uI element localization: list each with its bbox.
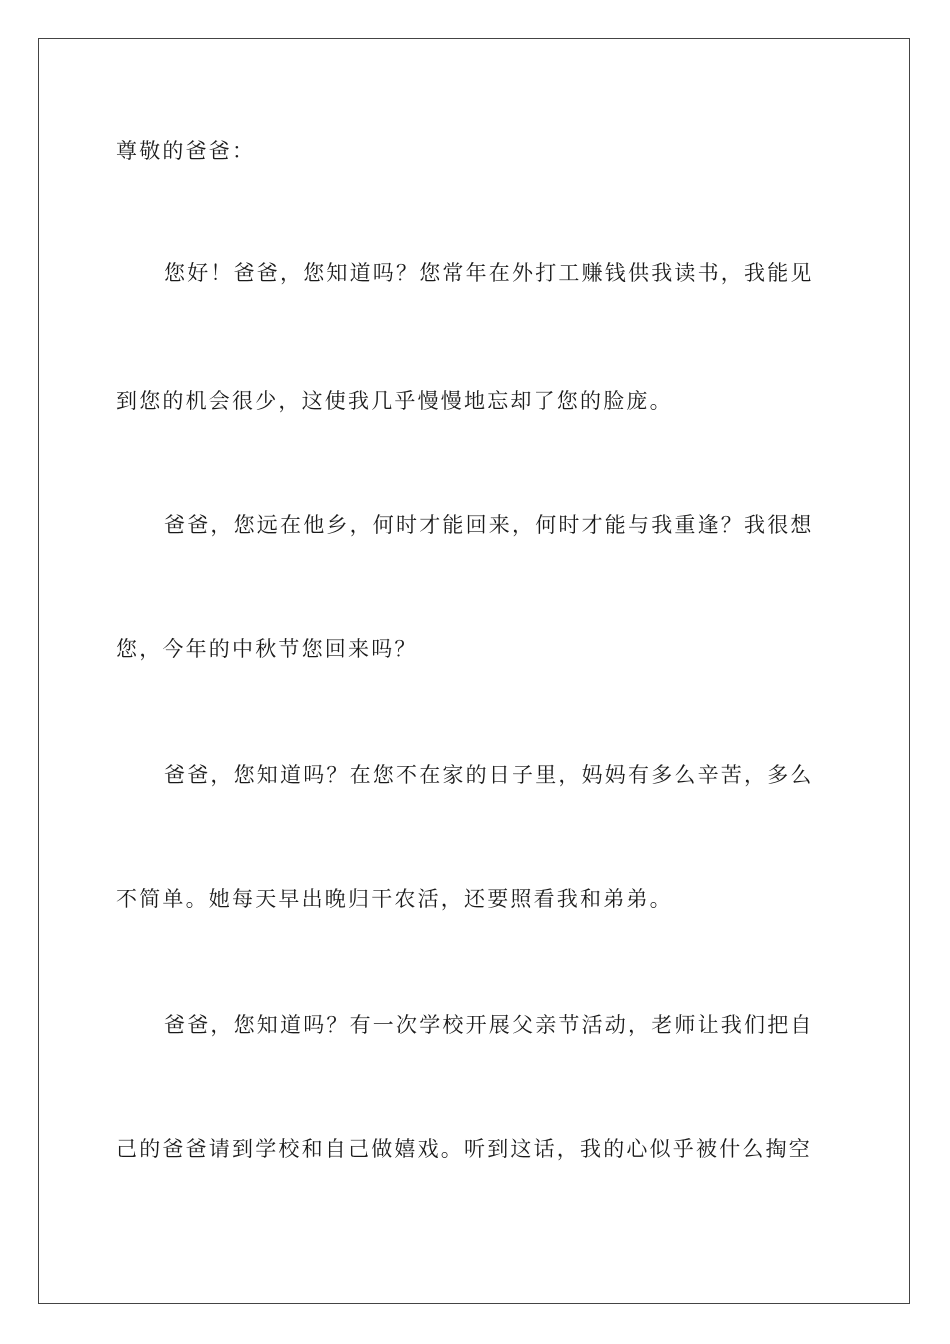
paragraph-4-line-2: 己的爸爸请到学校和自己做嬉戏。听到这话，我的心似乎被什么掏空 (116, 1137, 812, 1161)
paragraph-3-line-1: 爸爸，您知道吗？在您不在家的日子里，妈妈有多么辛苦，多么 (164, 763, 814, 787)
paragraph-4-line-1: 爸爸，您知道吗？有一次学校开展父亲节活动，老师让我们把自 (164, 1013, 814, 1037)
page-border (38, 38, 910, 1304)
paragraph-1-line-2: 到您的机会很少，这使我几乎慢慢地忘却了您的脸庞。 (116, 389, 673, 413)
paragraph-3-line-2: 不简单。她每天早出晚归干农活，还要照看我和弟弟。 (116, 887, 673, 911)
paragraph-2-line-2: 您，今年的中秋节您回来吗？ (116, 637, 418, 661)
letter-greeting: 尊敬的爸爸： (116, 139, 256, 163)
paragraph-1-line-1: 您好！爸爸，您知道吗？您常年在外打工赚钱供我读书，我能见 (164, 261, 814, 285)
paragraph-2-line-1: 爸爸，您远在他乡，何时才能回来，何时才能与我重逢？我很想 (164, 513, 814, 537)
